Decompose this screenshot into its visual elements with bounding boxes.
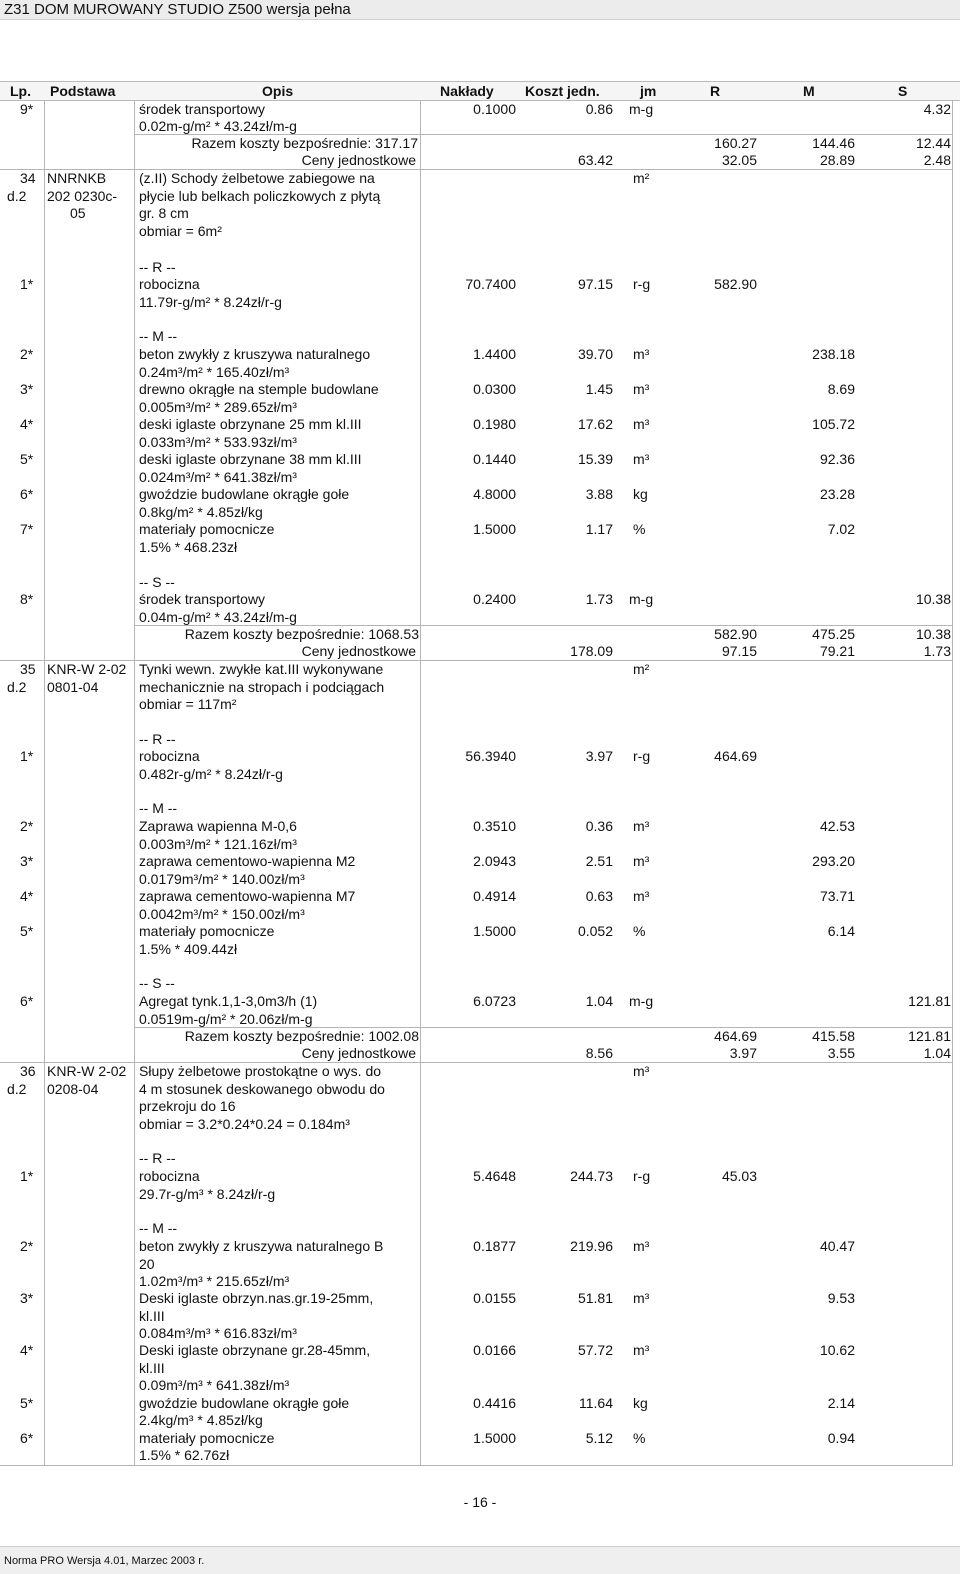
row-naklady: 0.3510 [473,818,516,834]
row-jm: kg [633,1395,648,1411]
row-jm: m³ [633,451,650,467]
razem-r: 464.69 [714,1028,757,1044]
row-naklady: 1.5000 [473,923,516,939]
row-lp: 3* [20,381,34,397]
row-lp: 1* [20,1168,34,1184]
ceny-label: Ceny jednostkowe [301,152,416,168]
row-opis: materiały pomocnicze [139,923,275,939]
section-s-label: -- S -- [139,975,175,991]
row-m: 73.71 [819,888,855,904]
obmiar: obmiar = 6m² [139,223,222,239]
row-calc: 0.005m³/m² * 289.65zł/m³ [139,399,297,415]
row-naklady: 6.0723 [473,993,516,1009]
row-jm: m-g [629,591,654,607]
row-lp: 4* [20,416,34,432]
opis-line: gr. 8 cm [139,205,189,221]
row-opis: środek transportowy [139,591,266,607]
row-lp: 5* [20,1395,34,1411]
row-calc: 0.0179m³/m² * 140.00zł/m³ [139,871,305,887]
podstawa-line: NNRNKB [47,170,107,186]
section-s-label: -- S -- [139,574,175,590]
row-jm: m-g [629,101,654,117]
row-koszt: 5.12 [585,1430,613,1446]
row-koszt: 219.96 [570,1238,613,1254]
grid-line [134,100,135,1466]
row-m: 9.53 [827,1290,855,1306]
row-naklady: 2.0943 [473,853,516,869]
ceny-m: 3.55 [827,1045,855,1061]
row-koszt: 0.63 [585,888,613,904]
row-calc: 0.482r-g/m² * 8.24zł/r-g [139,766,283,782]
row-opis: zaprawa cementowo-wapienna M7 [139,888,356,904]
row-calc: 29.7r-g/m³ * 8.24zł/r-g [139,1186,276,1202]
row-koszt: 57.72 [577,1342,613,1358]
row-koszt: 0.86 [585,101,613,117]
row-opis: robocizna [139,748,200,764]
section-m-label: -- M -- [139,800,178,816]
obmiar: obmiar = 117m² [139,696,237,712]
row-koszt: 244.73 [570,1168,613,1184]
opis-line: mechanicznie na stropach i podciągach [139,679,385,695]
ceny-r: 97.15 [721,643,757,659]
row-jm: m³ [633,416,650,432]
position-d: d.2 [7,1081,27,1097]
row-opis: drewno okrągłe na stemple budowlane [139,381,379,397]
row-lp: 5* [20,923,34,939]
row-calc: 1.5% * 409.44zł [139,941,238,957]
row-calc: 0.003m³/m² * 121.16zł/m³ [139,836,297,852]
row-lp: 4* [20,1342,34,1358]
row-opis: robocizna [139,276,200,292]
razem-s: 121.81 [908,1028,951,1044]
row-m: 105.72 [812,416,855,432]
row-calc: 0.04m-g/m² * 43.24zł/m-g [139,609,297,625]
ceny-koszt: 178.09 [570,643,613,659]
row-lp: 7* [20,521,34,537]
row-m: 10.62 [819,1342,855,1358]
row-jm: % [633,521,646,537]
row-naklady: 0.0300 [473,381,516,397]
row-m: 6.14 [827,923,855,939]
row-opis-cont: 20 [139,1256,155,1272]
opis-line: Słupy żelbetowe prostokątne o wys. do [139,1063,382,1079]
row-calc: 0.033m³/m² * 533.93zł/m³ [139,434,297,450]
row-s: 4.32 [923,101,951,117]
row-jm: m³ [633,1290,650,1306]
row-naklady: 0.0166 [473,1342,516,1358]
row-opis-cont: kl.III [139,1360,165,1376]
row-naklady: 5.4648 [473,1168,516,1184]
row-lp: 4* [20,888,34,904]
row-naklady: 4.8000 [473,486,516,502]
razem-r: 582.90 [714,626,757,642]
row-koszt: 0.36 [585,818,613,834]
row-opis: gwoździe budowlane okrągłe gołe [139,486,350,502]
row-opis: beton zwykły z kruszywa naturalnego B [139,1238,384,1254]
grid-line [134,134,952,135]
row-naklady: 1.4400 [473,346,516,362]
position-number: 34 [20,170,36,186]
position-jm: m² [633,661,650,677]
razem-m: 475.25 [812,626,855,642]
row-opis: gwoździe budowlane okrągłe gołe [139,1395,350,1411]
row-lp: 2* [20,818,34,834]
row-m: 92.36 [819,451,855,467]
row-opis: Agregat tynk.1,1-3,0m3/h (1) [139,993,318,1009]
row-m: 0.94 [827,1430,855,1446]
row-lp: 1* [20,748,34,764]
section-r-label: -- R -- [139,1150,176,1166]
row-m: 8.69 [827,381,855,397]
position-jm: m³ [633,1063,650,1079]
row-calc: 1.02m³/m³ * 215.65zł/m³ [139,1273,290,1289]
section-m-label: -- M -- [139,328,178,344]
row-koszt: 3.97 [585,748,613,764]
row-calc: 0.09m³/m³ * 641.38zł/m³ [139,1377,290,1393]
podstawa-line: KNR-W 2-02 [47,1063,127,1079]
razem-label: Razem koszty bezpośrednie: 317.17 [191,135,418,151]
row-opis: robocizna [139,1168,200,1184]
podstawa-line: KNR-W 2-02 [47,661,127,677]
row-jm: r-g [633,1168,651,1184]
podstawa-line: 0801-04 [47,679,99,695]
opis-line: przekroju do 16 [139,1098,236,1114]
row-lp: 3* [20,853,34,869]
grid-line [420,100,421,1466]
obmiar: obmiar = 3.2*0.24*0.24 = 0.184m³ [139,1116,350,1132]
col-jm: jm [640,83,657,99]
col-lp: Lp. [10,83,31,99]
section-r-label: -- R -- [139,731,176,747]
row-koszt: 1.73 [585,591,613,607]
row-m: 40.47 [819,1238,855,1254]
opis-line: Tynki wewn. zwykłe kat.III wykonywane [139,661,384,677]
ceny-m: 79.21 [819,643,855,659]
ceny-r: 32.05 [721,152,757,168]
razem-m: 415.58 [812,1028,855,1044]
opis-line: (z.II) Schody żelbetowe zabiegowe na [139,170,375,186]
row-opis: Zaprawa wapienna M-0,6 [139,818,297,834]
row-koszt: 15.39 [577,451,613,467]
row-calc: 0.8kg/m² * 4.85zł/kg [139,504,263,520]
footer-text: Norma PRO Wersja 4.01, Marzec 2003 r. [4,1555,205,1567]
grid-line [0,1465,952,1466]
razem-label: Razem koszty bezpośrednie: 1002.08 [184,1028,419,1044]
row-koszt: 1.04 [585,993,613,1009]
section-m-label: -- M -- [139,1220,178,1236]
grid-line [44,100,45,1466]
ceny-s: 2.48 [923,152,951,168]
col-podstawa: Podstawa [50,83,116,99]
row-calc: 0.0519m-g/m² * 20.06zł/m-g [139,1011,313,1027]
row-calc: 1.5% * 62.76zł [139,1447,230,1463]
row-lp: 3* [20,1290,34,1306]
col-opis: Opis [262,83,294,99]
podstawa-line: 202 0230c- [47,188,118,204]
row-opis-cont: kl.III [139,1308,165,1324]
row-jm: m³ [633,1238,650,1254]
column-header-row [0,81,960,101]
row-opis: Deski iglaste obrzyn.nas.gr.19-25mm, [139,1290,374,1306]
row-calc: 0.0042m³/m² * 150.00zł/m³ [139,906,305,922]
row-r: 582.90 [714,276,757,292]
row-lp: 5* [20,451,34,467]
row-calc: 0.24m³/m² * 165.40zł/m³ [139,364,290,380]
row-naklady: 0.2400 [473,591,516,607]
row-jm: r-g [633,748,651,764]
row-naklady: 0.1980 [473,416,516,432]
ceny-label: Ceny jednostkowe [301,1045,416,1061]
podstawa-line: 0208-04 [47,1081,99,1097]
row-koszt: 11.64 [579,1395,613,1411]
row-calc: 2.4kg/m³ * 4.85zł/kg [139,1412,263,1428]
row-koszt: 97.15 [577,276,613,292]
row-calc: 1.5% * 468.23zł [139,539,238,555]
row-opis: deski iglaste obrzynane 38 mm kl.III [139,451,362,467]
razem-r: 160.27 [714,135,757,151]
footer-bar [0,1546,960,1574]
row-koszt: 1.17 [585,521,613,537]
row-koszt: 1.45 [585,381,613,397]
row-naklady: 0.1877 [473,1238,516,1254]
razem-s: 12.44 [915,135,951,151]
row-naklady: 1.5000 [473,1430,516,1446]
row-m: 42.53 [819,818,855,834]
row-naklady: 0.4416 [473,1395,516,1411]
row-jm: % [633,1430,646,1446]
row-lp: 9* [20,101,34,117]
row-jm: m³ [633,381,650,397]
opis-line: 4 m stosunek deskowanego obwodu do [139,1081,385,1097]
row-koszt: 0.052 [577,923,613,939]
row-jm: m-g [629,993,654,1009]
ceny-s: 1.04 [923,1045,951,1061]
ceny-m: 28.89 [819,152,855,168]
ceny-label: Ceny jednostkowe [301,643,416,659]
row-lp: 6* [20,1430,34,1446]
row-jm: m³ [633,1342,650,1358]
col-r: R [710,83,721,99]
opis-line: płycie lub belkach policzkowych z płytą [139,188,381,204]
row-naklady: 0.4914 [473,888,516,904]
col-s: S [898,83,908,99]
podstawa-line: 05 [70,205,86,221]
row-opis: deski iglaste obrzynane 25 mm kl.III [139,416,362,432]
row-naklady: 70.7400 [465,276,516,292]
row-m: 7.02 [827,521,855,537]
row-naklady: 0.1440 [473,451,516,467]
page-number: - 16 - [463,1494,497,1510]
row-r: 45.03 [721,1168,757,1184]
grid-line [952,100,953,1466]
row-jm: m³ [633,346,650,362]
row-naklady: 0.1000 [473,101,516,117]
section-r-label: -- R -- [139,259,176,275]
position-number: 35 [20,661,36,677]
row-r: 464.69 [714,748,757,764]
row-lp: 1* [20,276,34,292]
row-lp: 2* [20,1238,34,1254]
row-opis: beton zwykły z kruszywa naturalnego [139,346,371,362]
row-lp: 6* [20,486,34,502]
row-koszt: 3.88 [585,486,613,502]
row-m: 238.18 [812,346,855,362]
ceny-r: 3.97 [729,1045,757,1061]
row-jm: m³ [633,888,650,904]
razem-label: Razem koszty bezpośrednie: 1068.53 [184,626,419,642]
row-koszt: 17.62 [577,416,613,432]
row-naklady: 56.3940 [465,748,516,764]
row-calc: 0.024m³/m² * 641.38zł/m³ [139,469,297,485]
position-jm: m² [633,170,650,186]
row-opis: zaprawa cementowo-wapienna M2 [139,853,356,869]
row-jm: % [633,923,646,939]
row-opis: materiały pomocnicze [139,1430,275,1446]
row-opis: środek transportowy [139,101,266,117]
row-calc: 11.79r-g/m² * 8.24zł/r-g [139,294,282,310]
row-calc: 0.084m³/m³ * 616.83zł/m³ [139,1325,297,1341]
row-lp: 2* [20,346,34,362]
ceny-koszt: 63.42 [577,152,613,168]
window-title-bar [0,0,960,20]
row-koszt: 39.70 [577,346,613,362]
row-m: 293.20 [812,853,855,869]
row-koszt: 51.81 [577,1290,613,1306]
row-opis: materiały pomocnicze [139,521,275,537]
razem-s: 10.38 [915,626,951,642]
row-koszt: 2.51 [585,853,613,869]
row-naklady: 0.0155 [473,1290,516,1306]
razem-m: 144.46 [812,135,855,151]
row-calc: 0.02m-g/m² * 43.24zł/m-g [139,118,297,134]
row-lp: 6* [20,993,34,1009]
position-d: d.2 [7,188,27,204]
row-s: 121.81 [908,993,951,1009]
row-jm: m³ [633,853,650,869]
row-lp: 8* [20,591,34,607]
row-m: 23.28 [819,486,855,502]
row-opis: Deski iglaste obrzynane gr.28-45mm, [139,1342,371,1358]
col-naklady: Nakłady [440,83,494,99]
row-naklady: 1.5000 [473,521,516,537]
row-jm: kg [633,486,648,502]
col-m: M [803,83,815,99]
position-number: 36 [20,1063,36,1079]
row-jm: m³ [633,818,650,834]
document-title: Z31 DOM MUROWANY STUDIO Z500 wersja pełna [4,1,351,18]
row-s: 10.38 [915,591,951,607]
row-jm: r-g [633,276,651,292]
ceny-s: 1.73 [923,643,951,659]
col-koszt: Koszt jedn. [525,83,600,99]
row-m: 2.14 [827,1395,855,1411]
position-d: d.2 [7,679,27,695]
ceny-koszt: 8.56 [585,1045,613,1061]
